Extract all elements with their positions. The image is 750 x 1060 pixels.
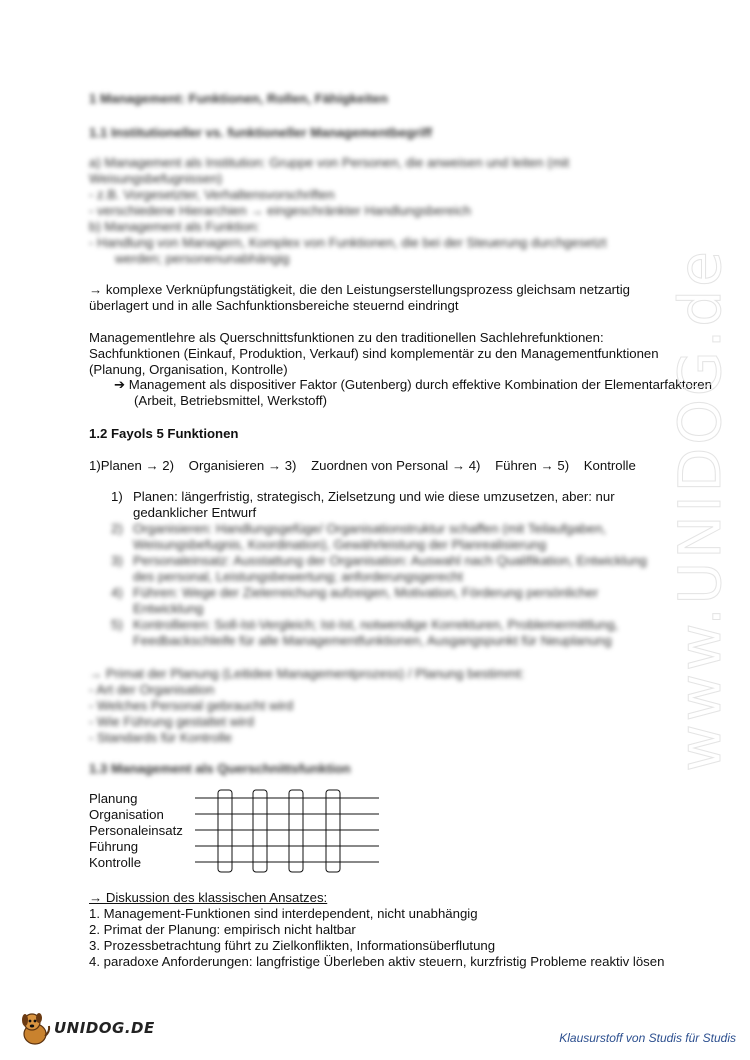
list-number: 5): [111, 617, 123, 632]
footer-tagline: Klausurstoff von Studis für Studis: [559, 1031, 736, 1045]
paragraph-dispositiver-faktor: ➔ Management als dispositiver Faktor (Gutenberg) durch effektive Kombination der Elementarfaktoren (Arbeit, Betriebsmittel, Werkstoff): [114, 377, 712, 408]
watermark-text: www.UNIDOG.de: [666, 248, 734, 772]
grid-label-personaleinsatz: Personaleinsatz: [89, 823, 183, 838]
grid-labels: [89, 791, 183, 871]
diskussion-title: → Diskussion des klassischen Ansatzes:: [89, 890, 328, 905]
list-item-kontrollieren: [111, 617, 651, 649]
heading-1-1: 1.1 Institutioneller vs. funktioneller Managementbegriff: [89, 125, 432, 140]
list-text: Planen: längerfristig, strategisch, Zielsetzung und wie diese umzusetzen, aber: nur gedanklicher Entwurf: [133, 489, 615, 520]
grid-label-planung: Planung: [89, 791, 138, 806]
a-dash-1: - z.B. Vorgesetzter, Verhaltensvorschriften: [89, 187, 335, 202]
list-number: 4): [111, 585, 123, 600]
unidog-logo[interactable]: [18, 1008, 168, 1048]
primat-section: [89, 666, 629, 746]
a-line-2: Weisungsbefugnissen): [89, 171, 223, 186]
section-a: [89, 155, 659, 267]
primat-item: - Art der Organisation: [89, 682, 215, 697]
diskussion-item: 4. paradoxe Anforderungen: langfristige Überleben aktiv steuern, kurzfristig Probleme reaktiv lösen: [89, 954, 665, 969]
b-dash-1: - Handlung von Managern, Komplex von Funktionen, die bei der Steuerung durchgesetzt: [89, 235, 607, 250]
heading-1-3: 1.3 Management als Querschnittsfunktion: [89, 761, 351, 776]
paragraph-komplex: → komplexe Verknüpfungstätigkeit, die den Leistungserstellungsprozess gleichsam netzartig überlagert und in alle Sachfunktionsbereiche steuernd eindringt: [89, 282, 630, 313]
primat-line: → Primat der Planung (Leitidee Managementprozess) / Planung bestimmt:: [89, 666, 525, 681]
grid-vertical-bars: [218, 790, 340, 872]
list-item-planen: [111, 489, 651, 521]
grid-label-organisation: Organisation: [89, 807, 164, 822]
cross-function-grid: [195, 788, 385, 874]
paragraph-managementlehre: Managementlehre als Querschnittsfunktionen zu den traditionellen Sachlehrefunktionen: Sachfunktionen (Einkauf, Produktion, Verkauf) sind komplementär zu den Managementfunktionen (Planung, Organisation, Kontrolle): [89, 330, 659, 377]
functions-sequence: 1)Planen → 2) Organisieren → 3) Zuordnen von Personal → 4) Führen → 5) Kontrolle: [89, 458, 636, 473]
list-item-personaleinsatz: [111, 553, 651, 585]
heading-1: 1 Management: Funktionen, Rollen, Fähigkeiten: [89, 91, 388, 106]
diskussion-section: [89, 890, 689, 970]
logo-text: UNIDOG.DE: [54, 1019, 155, 1037]
list-number: 1): [111, 489, 123, 504]
a-line-1: a) Management als Institution: Gruppe von Personen, die anweisen und leiten (mit: [89, 155, 570, 170]
list-text: Personaleinsatz: Ausstattung der Organisation: Auswahl nach Qualifikation, Entwicklung des personal, Leistungsbewertung; anforderungsgerecht: [133, 553, 647, 584]
dog-mascot-icon: [18, 1010, 52, 1046]
b-dash-2: werden; personenunabhängig: [115, 251, 290, 266]
grid-label-kontrolle: Kontrolle: [89, 855, 142, 870]
grid-label-fuehrung: Führung: [89, 839, 139, 854]
diskussion-item: 1. Management-Funktionen sind interdependent, nicht unabhängig: [89, 906, 478, 921]
a-dash-2: - verschiedene Hierarchien → eingeschränkter Handlungsbereich: [89, 203, 471, 218]
list-text: Organisieren: Handlungsgefüge/ Organisationstruktur schaffen (mit Teilaufgaben, Weisungsbefugnis, Koordination), Gewährleistung der Planrealisierung: [133, 521, 607, 552]
watermark: [645, 248, 750, 772]
primat-item: - Wie Führung gestaltet wird: [89, 714, 254, 729]
list-number: 2): [111, 521, 123, 536]
list-number: 3): [111, 553, 123, 568]
fayol-list: [111, 489, 651, 649]
list-item-organisieren: [111, 521, 651, 553]
heading-1-2: 1.2 Fayols 5 Funktionen: [89, 426, 239, 441]
list-text: Kontrollieren: Soll-Ist-Vergleich; Ist-Ist, notwendige Korrekturen, Problemermittlung, Feedbackschleife für alle Managementfunktionen, Ausgangspunkt für Neuplanung: [133, 617, 619, 648]
b-line: b) Management als Funktion:: [89, 219, 260, 234]
primat-item: - Standards für Kontrolle: [89, 730, 232, 745]
diskussion-item: 2. Primat der Planung: empirisch nicht haltbar: [89, 922, 356, 937]
grid-horizontal-lines: [195, 798, 379, 862]
list-text: Führen: Wege der Zielerreichung aufzeigen, Motivation, Förderung persönlicher Entwicklung: [133, 585, 599, 616]
diskussion-item: 3. Prozessbetrachtung führt zu Zielkonflikten, Informationsüberflutung: [89, 938, 496, 953]
primat-item: - Welches Personal gebraucht wird: [89, 698, 294, 713]
list-item-fuehren: [111, 585, 651, 617]
